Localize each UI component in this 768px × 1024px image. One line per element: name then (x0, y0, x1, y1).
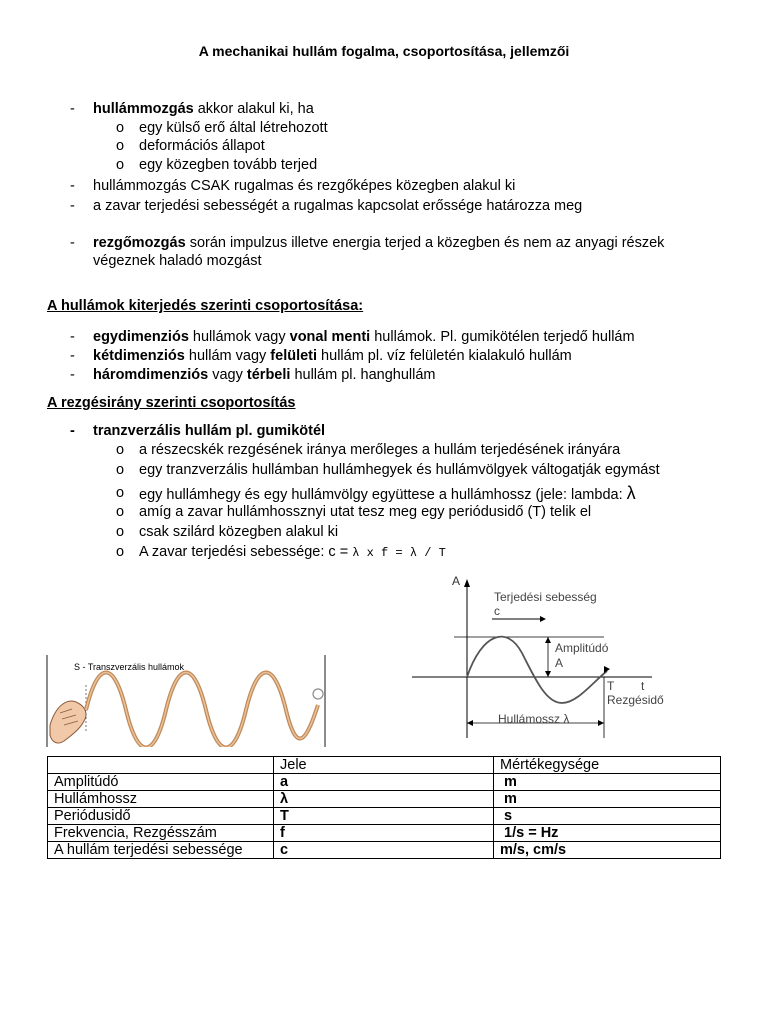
quantity-cell: Amplitúdó (48, 774, 274, 791)
circle-marker: o (116, 524, 125, 540)
bold-term: kétdimenziós (93, 348, 185, 364)
speed-symbol: c (494, 604, 500, 618)
list-item (93, 328, 635, 346)
list-item: tranzverzális hullám pl. gumikötél (93, 423, 326, 439)
dash-marker: - (70, 235, 75, 251)
item-text: egy hullámhegy és egy hullámvölgy együttese a hullámhossz (jele: lambda: (139, 487, 627, 503)
circle-marker: o (116, 442, 125, 458)
list-item (93, 100, 314, 118)
list-item-continuation: végeznek haladó mozgást (93, 253, 262, 269)
bold-term: vonal menti (289, 329, 371, 345)
speed-formula: λ x f = λ / T (352, 546, 446, 560)
amplitude-label: Amplitúdó (555, 641, 609, 655)
item-text: hullám vagy (184, 348, 271, 364)
dash-marker: - (70, 348, 75, 364)
item-text: hullámok. Pl. gumikötélen terjedő hullám (370, 329, 635, 345)
rope-anchor (313, 689, 323, 699)
symbol-cell: T (274, 808, 494, 825)
page-title: A mechanikai hullám fogalma, csoportosítása, jellemzői (198, 43, 570, 59)
list-item (93, 366, 436, 384)
sub-list-item: egy tranzverzális hullámban hullámhegyek és hullámvölgyek váltogatják egymást (139, 462, 660, 478)
circle-marker: o (116, 157, 125, 173)
circle-marker: o (116, 462, 125, 478)
amplitude-symbol: A (555, 656, 564, 670)
rope-highlight (86, 673, 318, 748)
dash-marker: - (70, 101, 75, 117)
item-text: vagy (208, 367, 247, 383)
list-item: hullámmozgás CSAK rugalmas és rezgőképes közegben alakul ki (93, 178, 516, 194)
unit-cell: m (494, 791, 721, 808)
dash-marker: - (70, 198, 75, 214)
symbol-cell: f (274, 825, 494, 842)
table-header-row (48, 757, 721, 774)
table-row (48, 808, 721, 825)
bold-term: térbeli (246, 367, 291, 383)
list-item (93, 347, 572, 365)
circle-marker: o (116, 485, 125, 501)
header-cell (48, 757, 274, 774)
unit-cell: m (494, 774, 721, 791)
speed-label: Terjedési sebesség (494, 590, 597, 604)
quantity-cell: Hullámhossz (48, 791, 274, 808)
item-text: akkor alakul ki, ha (193, 101, 314, 117)
lambda-symbol: λ (626, 483, 636, 503)
unit-cell: m/s, cm/s (494, 842, 721, 859)
table-row (48, 774, 721, 791)
dash-marker: - (70, 423, 75, 439)
bold-term: háromdimenziós (93, 367, 209, 383)
unit-cell: s (494, 808, 721, 825)
sub-list-item: amíg a zavar hullámhossznyi utat tesz meg egy periódusidő (T) telik el (139, 504, 592, 520)
sub-list-item: csak szilárd közegben alakul ki (139, 524, 339, 540)
rope-wave-figure (46, 655, 328, 747)
symbol-cell: λ (274, 791, 494, 808)
item-text: A zavar terjedési sebessége: c = (139, 544, 353, 560)
quantity-cell: Frekvencia, Rezgésszám (48, 825, 274, 842)
dash-marker: - (70, 178, 75, 194)
speed-arrow-head (540, 616, 546, 622)
circle-marker: o (116, 138, 125, 154)
quantity-cell: Periódusidő (48, 808, 274, 825)
figure-label: S - Transzverzális hullámok (74, 662, 185, 672)
unit-cell: 1/s = Hz (494, 825, 721, 842)
item-text: során impulzus illetve energia terjed a közegben és nem az anyagi részek (185, 235, 665, 251)
list-item: a zavar terjedési sebességét a rugalmas kapcsolat erőssége határozza meg (93, 198, 583, 214)
period-label: Rezgésidő (607, 693, 664, 707)
hand-icon (50, 685, 86, 743)
bold-term: hullámmozgás (93, 101, 194, 117)
wave-diagram (412, 573, 670, 745)
quantity-cell: A hullám terjedési sebessége (48, 842, 274, 859)
symbol-cell: a (274, 774, 494, 791)
bold-term: egydimenziós (93, 329, 189, 345)
y-axis-arrow (464, 579, 470, 587)
item-text: hullám pl. víz felületén kialakuló hullám (317, 348, 572, 364)
bold-term: rezgőmozgás (93, 235, 186, 251)
header-cell: Mértékegysége (494, 757, 721, 774)
section-heading: A rezgésirány szerinti csoportosítás (47, 395, 296, 411)
dash-marker: - (70, 329, 75, 345)
header-cell: Jele (274, 757, 494, 774)
circle-marker: o (116, 504, 125, 520)
bold-term: felületi (270, 348, 318, 364)
table-row (48, 842, 721, 859)
sub-list-item: a részecskék rezgésének iránya merőleges a hullám terjedésének irányára (139, 442, 621, 458)
table-row (48, 791, 721, 808)
sub-list-item: egy külső erő által létrehozott (139, 120, 328, 136)
dash-marker: - (70, 367, 75, 383)
sub-list-item: deformációs állapot (139, 138, 265, 154)
table-row (48, 825, 721, 842)
sub-list-item: egy közegben tovább terjed (139, 157, 318, 173)
circle-marker: o (116, 544, 125, 560)
item-text: hullám pl. hanghullám (290, 367, 436, 383)
section-heading: A hullámok kiterjedés szerinti csoportosítása: (47, 298, 364, 314)
sub-list-item (139, 484, 636, 504)
properties-table (47, 756, 721, 859)
y-axis-label: A (452, 574, 461, 588)
item-text: hullámok vagy (188, 329, 290, 345)
sub-list-item (139, 543, 446, 562)
wavelength-label: Hullámossz λ (498, 712, 570, 726)
rope-wave (86, 673, 318, 748)
circle-marker: o (116, 120, 125, 136)
period-symbol: T (607, 679, 615, 693)
list-item (93, 234, 664, 252)
time-symbol: t (641, 679, 645, 693)
symbol-cell: c (274, 842, 494, 859)
